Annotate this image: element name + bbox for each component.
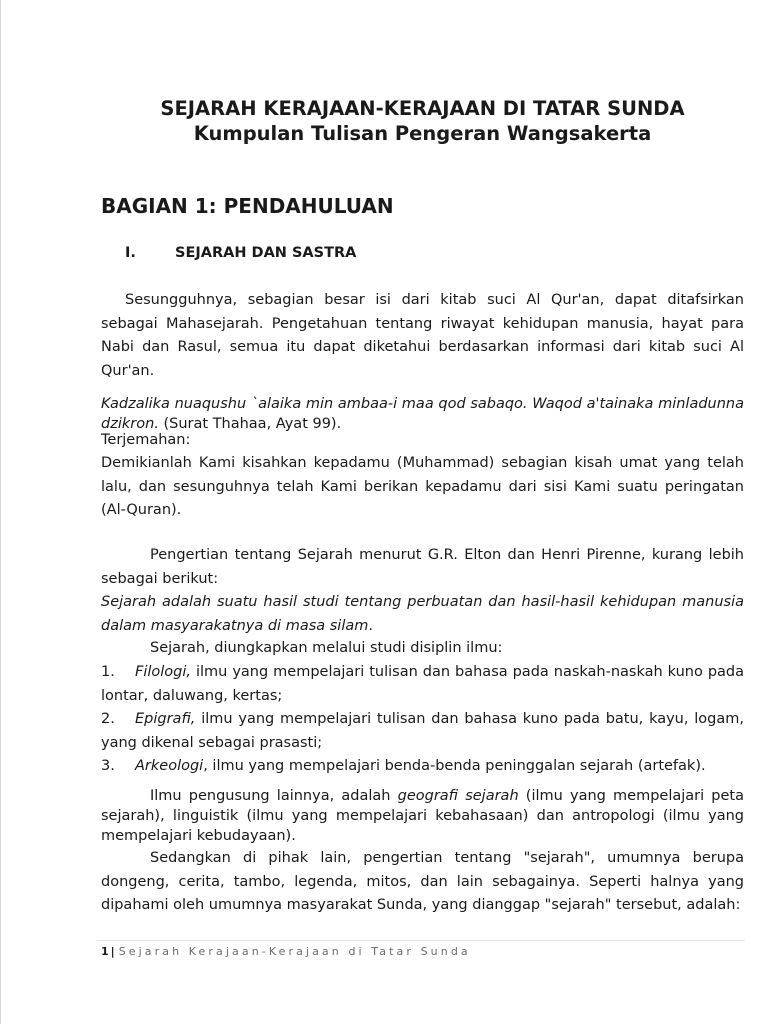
discipline-item xyxy=(101,755,744,779)
supporting-term: geografi sejarah xyxy=(397,788,519,804)
definition-quote xyxy=(101,591,744,638)
discipline-term: Epigrafi, xyxy=(135,711,196,727)
discipline-description: ilmu yang mempelajari tulisan dan bahasa pada naskah-naskah kuno pada lontar, daluwang, kertas; xyxy=(101,664,744,704)
running-title: Sejarah Kerajaan-Kerajaan di Tatar Sunda xyxy=(118,945,471,958)
definition-intro: Pengertian tentang Sejarah menurut G.R. Elton dan Henri Pirenne, kurang lebih sebagai berikut: xyxy=(101,547,744,587)
section-title: SEJARAH DAN SASTRA xyxy=(175,245,357,261)
discipline-term: Filologi, xyxy=(135,664,192,680)
supporting-before: Ilmu pengusung lainnya, adalah xyxy=(150,788,398,804)
title-line-1: SEJARAH KERAJAAN-KERAJAAN DI TATAR SUNDA xyxy=(160,97,685,120)
document-title xyxy=(101,96,744,146)
discipline-number: 2. xyxy=(101,711,115,727)
discipline-number: 1. xyxy=(101,664,115,680)
intro-paragraph: Sesungguhnya, sebagian besar isi dari kitab suci Al Qur'an, dapat ditafsirkan sebagai Mahasejarah. Pengetahuan tentang riwayat kehidupan manusia, hayat para Nabi dan Rasul, semua itu dapat diketahui berdasarkan informasi dari kitab suci Al Qur'an. xyxy=(101,292,744,379)
section-number: I. xyxy=(125,245,136,261)
page-edge xyxy=(0,0,1,1024)
footer-divider xyxy=(97,940,745,941)
closing-paragraph: Sedangkan di pihak lain, pengertian tentang "sejarah", umumnya berupa dongeng, cerita, tambo, legenda, mitos, dan lain sebagainya. Seperti halnya yang dipahami oleh umumnya masyarakat Sunda, yang dianggap "sejarah" tersebut, adalah: xyxy=(101,850,744,913)
discipline-term: Arkeologi xyxy=(135,758,204,774)
part-heading: BAGIAN 1: PENDAHULUAN xyxy=(101,194,394,218)
page-number: 1 xyxy=(101,945,109,958)
page-footer xyxy=(101,944,471,960)
supporting-sciences xyxy=(101,786,744,846)
translation-label: Terjemahan: xyxy=(101,432,191,448)
discipline-item xyxy=(101,661,744,708)
definition-end: . xyxy=(368,617,373,634)
supporting-after: (ilmu yang mempelajari peta sejarah), linguistik (ilmu yang mempelajari kebahasaan) dan antropologi (ilmu yang mempelajari kebudayaan). xyxy=(101,788,745,844)
section-heading xyxy=(125,243,356,263)
footer-separator: | xyxy=(110,945,115,958)
discipline-item xyxy=(101,708,744,755)
discipline-number: 3. xyxy=(101,758,115,774)
quran-verse xyxy=(101,394,744,434)
definition-text: Sejarah adalah suatu hasil studi tentang perbuatan dan hasil-hasil kehidupan manusia dalam masyarakatnya di masa silam xyxy=(101,594,744,634)
quran-reference: (Surat Thahaa, Ayat 99). xyxy=(158,416,342,432)
translation-text: Demikianlah Kami kisahkan kepadamu (Muhammad) sebagian kisah umat yang telah lalu, dan sesunguhnya telah Kami berikan kepadamu dari sisi Kami suatu peringatan (Al-Quran). xyxy=(101,455,744,518)
title-line-2: Kumpulan Tulisan Pengeran Wangsakerta xyxy=(193,122,652,145)
disciplines-intro: Sejarah, diungkapkan melalui studi disiplin ilmu: xyxy=(150,640,503,656)
discipline-description: , ilmu yang mempelajari benda-benda peninggalan sejarah (artefak). xyxy=(203,758,706,774)
discipline-description: ilmu yang mempelajari tulisan dan bahasa kuno pada batu, kayu, logam, yang dikenal sebagai prasasti; xyxy=(101,711,744,751)
quran-verse-text: Kadzalika nuaqushu `alaika min ambaa-i maa qod sabaqo. Waqod a'tainaka minladunna dzikron. xyxy=(101,396,744,432)
